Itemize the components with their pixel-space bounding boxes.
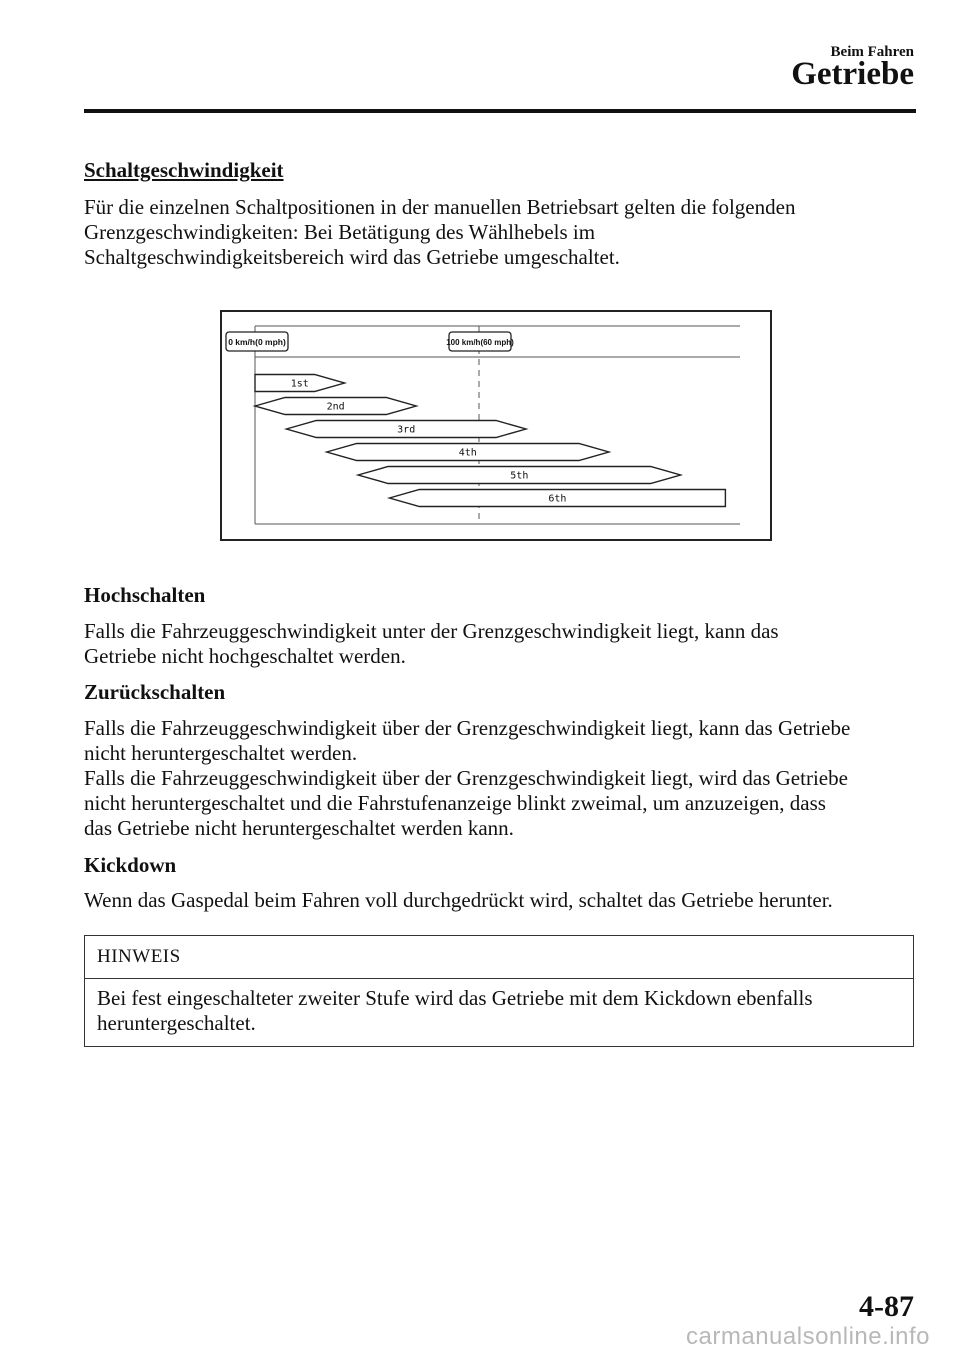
text-line: Falls die Fahrzeuggeschwindigkeit über der Grenzgeschwindigkeit liegt, kann das Getriebe [84, 716, 851, 740]
text-line: Falls die Fahrzeuggeschwindigkeit über der Grenzgeschwindigkeit liegt, wird das Getriebe [84, 766, 848, 790]
header-divider [84, 109, 916, 113]
gear-label-3rd: 3rd [397, 424, 416, 436]
shift-speed-diagram [220, 310, 772, 541]
gear-label-5th: 5th [510, 470, 529, 482]
page-title: Getriebe [791, 56, 914, 92]
text-line: Wenn das Gaspedal beim Fahren voll durchgedrückt wird, schaltet das Getriebe herunter. [84, 888, 833, 912]
page-number: 4-87 [859, 1290, 914, 1323]
note-box [84, 935, 914, 1047]
text-line: das Getriebe nicht heruntergeschaltet werden kann. [84, 816, 514, 840]
text-line: nicht heruntergeschaltet werden. [84, 741, 358, 765]
heading-shift-speed: Schaltgeschwindigkeit [84, 158, 284, 182]
heading-upshift: Hochschalten [84, 583, 206, 607]
heading-kickdown: Kickdown [84, 853, 177, 877]
text-line: Bei fest eingeschalteter zweiter Stufe wird das Getriebe mit dem Kickdown ebenfalls [97, 986, 813, 1010]
paragraph-shift-speed [84, 195, 914, 270]
section-label: Beim Fahren [830, 44, 914, 60]
text-line: nicht heruntergeschaltet und die Fahrstufenanzeige blinkt zweimal, um anzuzeigen, dass [84, 791, 826, 815]
text-line: Grenzgeschwindigkeiten: Bei Betätigung des Wählhebels im [84, 220, 596, 244]
note-divider [85, 978, 913, 979]
hundred-speed-label: 100 km/h(60 mph) [446, 338, 514, 347]
zero-speed-label: 0 km/h(0 mph) [228, 337, 286, 347]
text-line: Falls die Fahrzeuggeschwindigkeit unter der Grenzgeschwindigkeit liegt, kann das [84, 619, 779, 643]
text-line: heruntergeschaltet. [97, 1011, 256, 1035]
text-line: Schaltgeschwindigkeitsbereich wird das Getriebe umgeschaltet. [84, 245, 620, 269]
note-title: HINWEIS [97, 946, 181, 967]
gear-range-chart [222, 312, 770, 539]
gear-label-2nd: 2nd [326, 401, 345, 413]
gear-label-6th: 6th [548, 493, 567, 505]
heading-downshift: Zurückschalten [84, 680, 226, 704]
paragraph-upshift [84, 619, 914, 669]
gear-label-4th: 4th [458, 447, 477, 459]
note-text [97, 986, 813, 1036]
watermark-text: carmanualsonline.info [686, 1323, 930, 1350]
paragraph-kickdown [84, 888, 914, 913]
paragraph-downshift [84, 716, 914, 841]
text-line: Für die einzelnen Schaltpositionen in der manuellen Betriebsart gelten die folgenden [84, 195, 796, 219]
text-line: Getriebe nicht hochgeschaltet werden. [84, 644, 406, 668]
gear-label-1st: 1st [290, 378, 309, 390]
